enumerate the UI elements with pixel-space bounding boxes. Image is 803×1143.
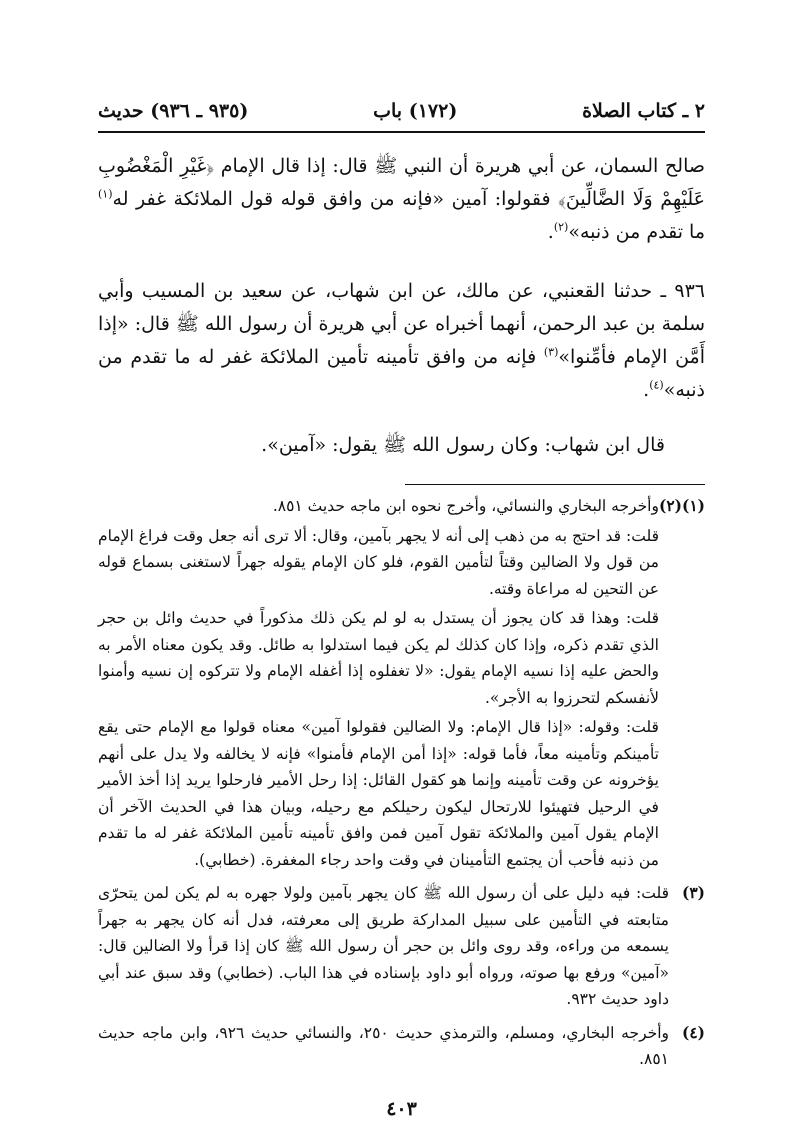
footnote-3 [98, 880, 705, 1016]
footnote-ref-3[interactable]: (٣) [543, 345, 559, 359]
hadith-935-end-mark: . [547, 221, 554, 243]
footnote-paragraph: وأخرجه البخاري والنسائي، وأخرج نحوه ابن ماجه حديث ٨٥١. [272, 497, 659, 515]
footnote-marker: (٤) [681, 1022, 705, 1042]
footnote-paragraph: قلت: فيه دليل على أن رسول الله ﷺ كان يجهر بآمين ولولا جهره به لم يكن لمن يتحرّى متابعته في التأمين على سبيل المداركة طريق إلى معرفته، فدل أنه كان يجهر به جهراً يسمعه من وراءه، وقد روى وائل بن حجر أن رسول الله ﷺ كان إذا قرأ ولا الضالين قال: «آمين» ورفع بها صوته، ورواه أبو داود بإسناده في هذا الباب. (خطابي) وقد سبق عند أبي داود حديث ٩٣٢. [98, 884, 669, 1008]
footnote-paragraph: وأخرجه البخاري، ومسلم، والترمذي حديث ٢٥٠، والنسائي حديث ٩٢٦، وابن ماجه حديث ٨٥١. [98, 1023, 670, 1068]
hadith-936 [98, 275, 705, 407]
footnote-divider [405, 484, 705, 485]
hadith-936-text-after: فإنه من وافق تأمينه تأمين الملائكة غفر له ما تقدم من ذنبه» [98, 346, 705, 401]
book-title: ٢ ـ كتاب الصلاة [582, 100, 705, 122]
footnote-body [98, 493, 659, 876]
footnotes [98, 493, 705, 1080]
ibn-shihab-note: قال ابن شهاب: وكان رسول الله ﷺ يقول: «آمين». [261, 434, 665, 456]
footnote-body [98, 880, 669, 1016]
hadith-935-text: صالح السمان، عن أبي هريرة أن النبي ﷺ قال: إذا قال الإمام ﴿غَيْرِ الْمَغْضُوبِ عَلَيْهِمْ وَلَا الضَّالِّينَ﴾ فقولوا: آمين «فإنه من وافق قوله قول الملائكة غفر له [98, 155, 705, 210]
footnote-ref-4[interactable]: (٤) [649, 378, 664, 392]
hadith-range: (٩٣٥ ـ ٩٣٦) حديث [98, 100, 249, 122]
footnote-body [98, 1020, 669, 1076]
footnote-4 [98, 1020, 705, 1076]
page-number: ٤٠٣ [386, 1098, 417, 1120]
hadith-936-end-mark: . [643, 379, 650, 401]
running-header [98, 96, 705, 126]
footnote-marker: (١)(٢) [658, 496, 705, 515]
hadith-935-text-after: ما تقدم من ذنبه» [568, 221, 705, 243]
header-divider [98, 131, 705, 133]
hadith-936-text: ٩٣٦ ـ حدثنا القعنبي، عن مالك، عن ابن شهاب، عن سعيد بن المسيب وأبي سلمة بن عبد الرحمن، أنهما أخبراه عن أبي هريرة أن رسول الله ﷺ قال: «إذا أَمَّن الإمام فأمِّنوا» [98, 280, 705, 368]
footnote-ref-2[interactable]: (٢) [553, 220, 569, 234]
footnote-paragraph: قلت: قد احتج به من ذهب إلى أنه لا يجهر بآمين، وقال: ألا ترى أنه جعل وقت فراغ الإمام من قول ولا الضالين وقتاً لتأمين القوم، فلو كان الإمام يقوله جهراً لاستغنى بسماع قوله عن التحين له مراعاة وقته. [98, 526, 659, 598]
footnote-ref-1[interactable]: (١) [98, 187, 113, 201]
footnote-paragraph: قلت: وهذا قد كان يجوز أن يستدل به لو لم يكن ذلك مذكوراً في حديث وائل بن حجر الذي تقدم ذكره، وإذا كان كذلك لم يكن فيما استدلوا به طائل. وقد يكون معناه الأمر به والحض عليه إذا نسيه الإمام يقول: «لا تغفلوه إذا أغفله الإمام ولا تتركوه إن نسيه وأمنوا لأنفسكم لتحرزوا به الأجر». [98, 609, 659, 707]
main-text [98, 150, 705, 462]
footnote-1-2 [98, 493, 705, 876]
footnote-paragraph: قلت: وقوله: «إذا قال الإمام: ولا الضالين فقولوا آمين» معناه قولوا مع الإمام حتى يقع تأمينكم وتأمينه معاً، فأما قوله: «إذا أمن الإمام فأمنوا» فإنه لا يخالفه ولا يدل على أنهم يؤخرونه عن وقت تأمينه وإنما هو كقول القائل: إذا رحل الأمير فارحلوا يريد إذا أخذ الأمير في الرحيل فتهيئوا للارتحال ليكون رحيلكم مع رحيله، وبيان هذا في الحديث الآخر أن الإمام يقول آمين والملائكة تقول آمين فمن وافق تأمينه تأمين الملائكة غفر له ما تقدم من ذنبه فأحب أن يجتمع التأمينان في وقت واحد رجاء المغفرة. (خطابي). [98, 718, 659, 869]
hadith-935-end [98, 150, 705, 249]
chapter-title: (١٧٢) باب [373, 100, 458, 122]
footnote-marker: (٣) [681, 883, 705, 902]
